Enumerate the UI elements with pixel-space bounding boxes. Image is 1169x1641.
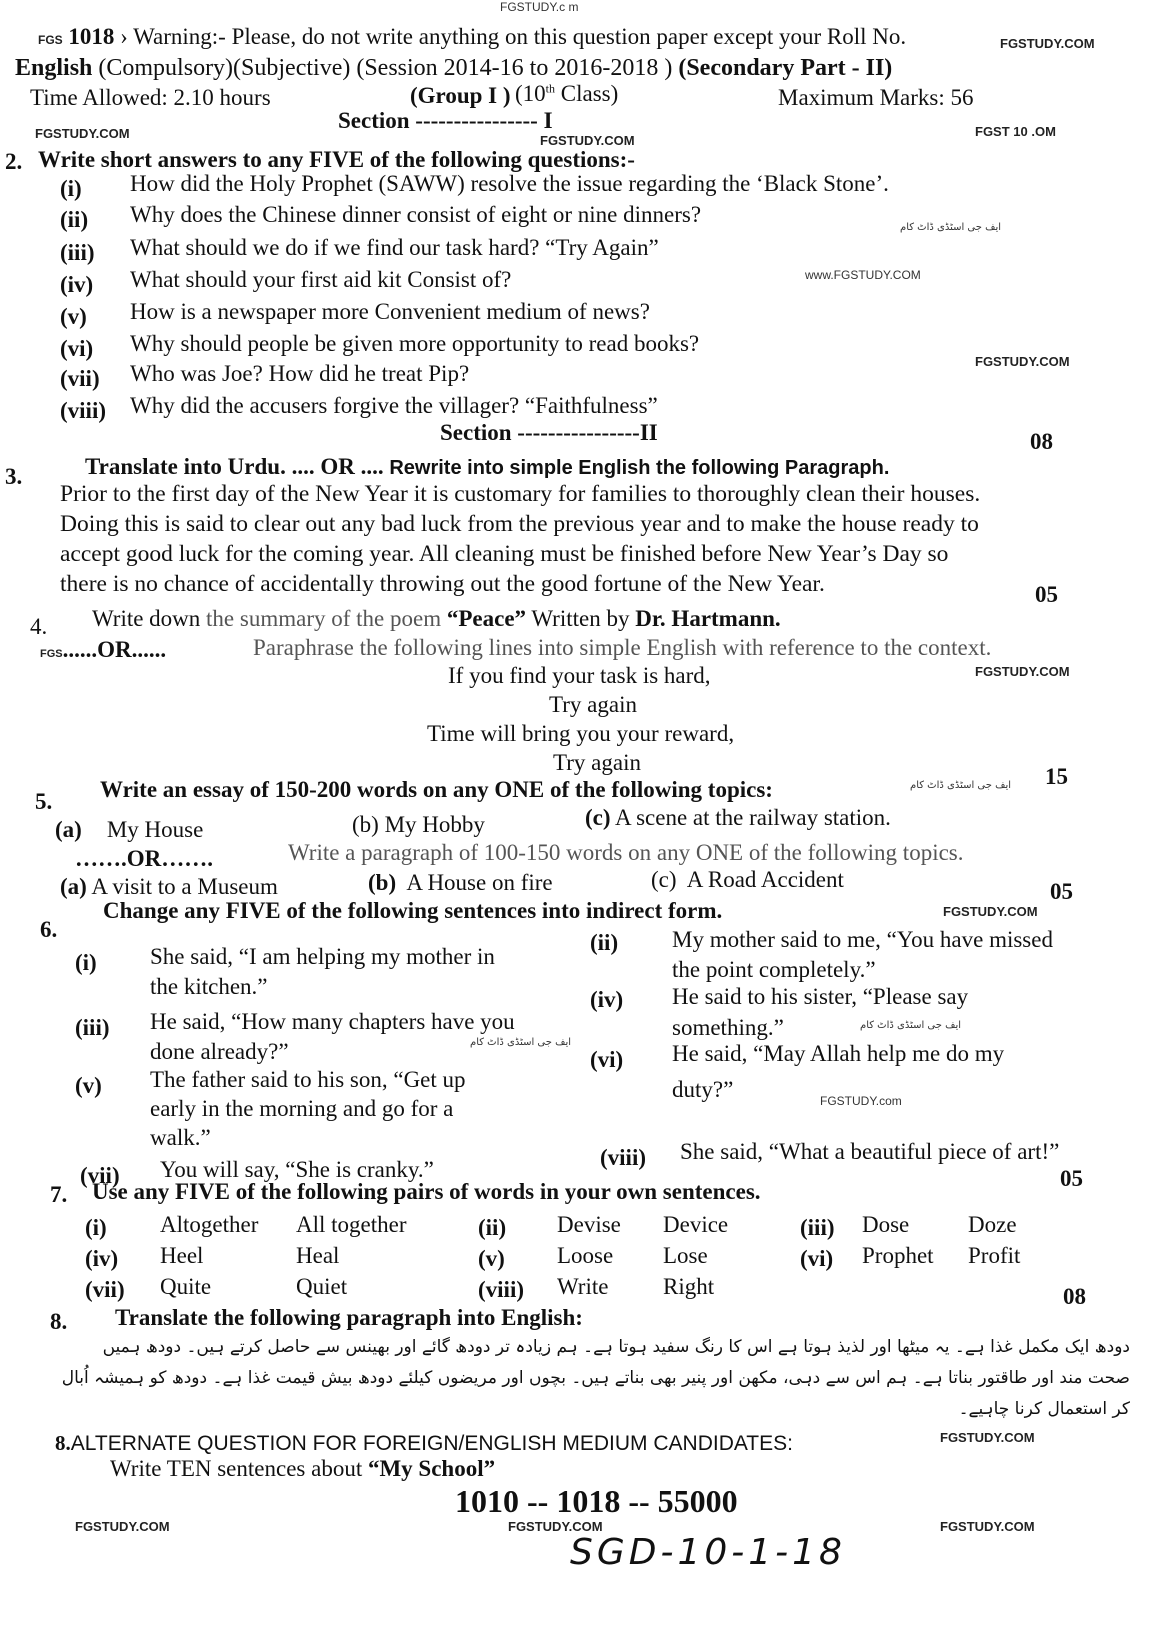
sentence-number: (iii) xyxy=(75,1015,110,1040)
q3-paragraph-line: Prior to the first day of the New Year it is customary for families to thoroughly clean their houses. xyxy=(60,481,981,507)
section-2-heading: Section ----------------II xyxy=(440,420,658,445)
q8-title: Translate the following paragraph into English: xyxy=(115,1305,583,1330)
warning-text: Please, do not write anything on this question paper except your Roll No. xyxy=(231,24,907,49)
poem-line: Time will bring you your reward, xyxy=(427,721,735,746)
sentence-text: something.” xyxy=(672,1015,784,1040)
question-number: (vii) xyxy=(60,366,100,391)
pair-number: (viii) xyxy=(478,1277,524,1302)
q5-title: Write an essay of 150-200 words on any ONE of the following topics: xyxy=(100,777,773,802)
poem-line: Try again xyxy=(553,750,641,775)
sentence-number: (viii) xyxy=(600,1145,646,1170)
word-a: Write xyxy=(557,1274,609,1299)
section-1-heading: Section ---------------- I xyxy=(338,108,553,133)
topic-text: My House xyxy=(106,817,204,842)
topic-text: My Hobby xyxy=(384,812,485,837)
question-text: Why did the accusers forgive the villager? “Faithfulness” xyxy=(130,393,658,418)
q3-title xyxy=(85,455,889,478)
sentence-number: (iv) xyxy=(590,987,624,1012)
q8-alternate xyxy=(55,1433,793,1454)
q8-alt-topic: “My School” xyxy=(367,1456,496,1481)
q8-alt-title: ALTERNATE QUESTION FOR FOREIGN/ENGLISH MEDIUM CANDIDATES: xyxy=(70,1432,793,1455)
topic-text: A scene at the railway station. xyxy=(615,805,891,830)
q6-marks-after: 05 xyxy=(1060,1166,1083,1191)
sentence-number: (ii) xyxy=(590,930,619,955)
max-marks: Maximum Marks: 56 xyxy=(778,85,974,110)
q5-para-topic xyxy=(651,868,844,891)
word-a: Devise xyxy=(557,1212,621,1237)
word-a: Altogether xyxy=(160,1212,259,1237)
pair-number: (i) xyxy=(85,1215,107,1240)
q6-number: 6. xyxy=(40,917,58,942)
part: (Secondary Part - II) xyxy=(678,55,893,81)
q5-marks: 15 xyxy=(1045,764,1068,789)
watermark: FGSTUDY.COM xyxy=(940,1430,1035,1445)
watermark-urdu: ایف جی اسٹڈی ڈاٹ کام xyxy=(470,1037,572,1048)
question-text: Why should people be given more opportunity to read books? xyxy=(130,331,700,356)
pair-number: (vii) xyxy=(85,1277,125,1302)
topic-text: A House on fire xyxy=(406,870,553,895)
sentence-number: (vi) xyxy=(590,1047,624,1072)
watermark: FGSTUDY.COM xyxy=(1000,36,1095,51)
q7-marks: 08 xyxy=(1063,1284,1086,1309)
q3-paragraph-line: accept good luck for the coming year. All cleaning must be finished before New Year’s Day so xyxy=(60,541,949,567)
topic-number: (b) xyxy=(352,812,379,837)
topic-number: (a) xyxy=(60,874,87,899)
handwritten-annotation: SGD-10-1-18 xyxy=(570,1532,846,1573)
q4-number: 4. xyxy=(30,614,48,639)
sentence-text: He said, “How many chapters have you xyxy=(150,1009,515,1034)
question-number: (ii) xyxy=(60,207,89,232)
q5-para-topic xyxy=(60,875,278,898)
question-text: What should your first aid kit Consist of? xyxy=(130,267,512,292)
word-b: Doze xyxy=(968,1212,1017,1237)
q7-number: 7. xyxy=(50,1182,68,1207)
q4-text-b: the summary of the poem xyxy=(206,606,447,631)
sentence-text: He said to his sister, “Please say xyxy=(672,984,969,1009)
question-text: How is a newspaper more Convenient medium of news? xyxy=(130,299,650,324)
sentence-text: walk.” xyxy=(150,1125,211,1150)
topic-number: (c) xyxy=(585,805,611,830)
watermark: www.FGSTUDY.COM xyxy=(805,268,921,282)
word-a: Quite xyxy=(160,1274,212,1299)
q5-or: …….OR……. xyxy=(75,846,213,871)
subject-detail: (Compulsory)(Subjective) (Session 2014-16 to 2016-2018 ) xyxy=(98,55,673,81)
topic-number: (b) xyxy=(368,870,397,895)
question-text: Who was Joe? How did he treat Pip? xyxy=(130,361,470,386)
warning-label: › Warning:- xyxy=(120,24,226,49)
sentence-text: done already?” xyxy=(150,1039,289,1064)
q4-marks: 05 xyxy=(1035,582,1058,607)
sentence-text: duty?” xyxy=(672,1077,734,1102)
group: (Group I ) xyxy=(410,83,511,108)
watermark: FGSTUDY.COM xyxy=(943,904,1038,919)
word-a: Dose xyxy=(862,1212,910,1237)
q3-paragraph-line: there is no chance of accidentally throwing out the good fortune of the New Year. xyxy=(60,571,825,597)
time-allowed: Time Allowed: 2.10 hours xyxy=(30,85,271,110)
topic-number: (c) xyxy=(651,867,677,892)
q6-marks: 05 xyxy=(1050,879,1073,904)
sentence-text: the point completely.” xyxy=(672,957,876,982)
sentence-number: (i) xyxy=(75,950,97,975)
watermark: FGST 10 .OM xyxy=(975,124,1056,139)
word-b: Device xyxy=(663,1212,729,1237)
q6-title: Change any FIVE of the following sentences into indirect form. xyxy=(103,898,723,923)
q4-paraphrase: Paraphrase the following lines into simple English with reference to the context. xyxy=(253,635,992,660)
sentence-number: (vii) xyxy=(80,1163,120,1188)
q4-text-c: Written by xyxy=(526,606,636,631)
question-number: (iv) xyxy=(60,272,94,297)
watermark: FGSTUDY.COM xyxy=(75,1519,170,1534)
watermark: FGSTUDY.COM xyxy=(975,664,1070,679)
q2-title: Write short answers to any FIVE of the following questions:- xyxy=(38,147,635,172)
watermark-urdu: ایف جی اسٹڈی ڈاٹ کام xyxy=(910,780,1012,791)
word-b: Lose xyxy=(663,1243,708,1268)
question-number: (viii) xyxy=(60,398,106,423)
q5-topic xyxy=(55,818,203,841)
watermark: FGSTUDY.c m xyxy=(500,0,579,14)
q4-author: Dr. Hartmann. xyxy=(635,606,781,631)
subject-line xyxy=(15,56,892,80)
sentence-text: My mother said to me, “You have missed xyxy=(672,927,1053,952)
sentence-number: (v) xyxy=(75,1073,102,1098)
watermark: FGSTUDY.COM xyxy=(35,126,130,141)
q7-title: Use any FIVE of the following pairs of words in your own sentences. xyxy=(92,1179,761,1204)
q4-or xyxy=(40,638,166,661)
watermark-urdu: ایف جی اسٹڈی ڈاٹ کام xyxy=(900,222,1002,233)
sentence-text: the kitchen.” xyxy=(150,974,268,999)
q8-number: 8. xyxy=(50,1309,68,1334)
q3-marks: 08 xyxy=(1030,429,1053,454)
q2-number: 2. xyxy=(5,149,23,174)
topic-number: (a) xyxy=(55,817,82,842)
watermark: FGSTUDY.COM xyxy=(975,354,1070,369)
question-number: (iii) xyxy=(60,240,95,265)
watermark-urdu: ایف جی اسٹڈی ڈاٹ کام xyxy=(860,1020,962,1031)
q4-text-a: Write down xyxy=(92,606,207,631)
q5-topic xyxy=(585,806,891,829)
word-a: Loose xyxy=(557,1243,614,1268)
q5-paragraph-title: Write a paragraph of 100-150 words on any ONE of the following topics. xyxy=(288,840,964,865)
topic-text: A Road Accident xyxy=(686,867,844,892)
watermark: FGS xyxy=(38,33,63,47)
footer-code: 1010 -- 1018 -- 55000 xyxy=(455,1483,738,1519)
class-sup: th xyxy=(545,81,556,96)
q8-alt-instruction xyxy=(110,1457,495,1480)
q3-title-a: Translate into Urdu. .... OR .... xyxy=(85,454,390,479)
q3-title-b: Rewrite into simple English the following Paragraph. xyxy=(389,457,890,479)
word-b: Quiet xyxy=(296,1274,348,1299)
sentence-text: He said, “May Allah help me do my xyxy=(672,1041,1005,1066)
pair-number: (vi) xyxy=(800,1246,834,1271)
paper-code: 1018 xyxy=(68,24,115,49)
q4-poem: “Peace” xyxy=(446,606,527,631)
q4-or-text: ......OR...... xyxy=(62,637,167,662)
word-b: Right xyxy=(663,1274,715,1299)
question-text: Why does the Chinese dinner consist of eight or nine dinners? xyxy=(130,202,702,227)
sentence-text: She said, “I am helping my mother in xyxy=(150,944,495,969)
question-text: How did the Holy Prophet (SAWW) resolve the issue regarding the ‘Black Stone’. xyxy=(130,171,889,196)
question-text: What should we do if we find our task hard? “Try Again” xyxy=(130,235,659,260)
poem-line: If you find your task is hard, xyxy=(448,663,711,688)
class xyxy=(515,82,618,105)
sentence-text: early in the morning and go for a xyxy=(150,1096,454,1121)
watermark: FGSTUDY.COM xyxy=(940,1519,1035,1534)
question-number: (vi) xyxy=(60,336,94,361)
question-number: (v) xyxy=(60,304,87,329)
watermark: FGS xyxy=(40,648,63,660)
pair-number: (ii) xyxy=(478,1215,507,1240)
sentence-text: You will say, “She is cranky.” xyxy=(160,1157,434,1182)
topic-text: A visit to a Museum xyxy=(91,874,278,899)
sentence-text: The father said to his son, “Get up xyxy=(150,1067,466,1092)
q8-alt-text: Write TEN sentences about xyxy=(110,1456,368,1481)
word-a: Prophet xyxy=(862,1243,934,1268)
q8-urdu-paragraph: دودھ ایک مکمل غذا ہے۔ یہ میٹھا اور لذیذ ہوتا ہے اس کا رنگ سفید ہوتا ہے۔ ہم زیادہ تر دودھ گائے اور بھینس سے حاصل کرتے ہیں۔ دودھ ہمیں صحت مند اور طاقتور بناتا ہے۔ ہم اس سے دہی، مکھن اور پنیر بھی بناتے ہیں۔ بچوں اور مریضوں کیلئے دودھ بیش قیمت غذا ہے۔ دودھ کو ہمیشہ اُبال کر استعمال کرنا چاہیے۔ xyxy=(61,1337,1130,1419)
q4-text xyxy=(92,607,781,630)
watermark: FGSTUDY.COM xyxy=(540,133,635,148)
class-rest: Class) xyxy=(555,81,619,106)
watermark: FGSTUDY.COM xyxy=(508,1519,603,1534)
poem-line: Try again xyxy=(549,692,637,717)
class-num: (10 xyxy=(515,81,546,106)
watermark: FGSTUDY.com xyxy=(820,1094,902,1108)
pair-number: (iii) xyxy=(800,1215,835,1240)
q3-paragraph-line: Doing this is said to clear out any bad luck from the previous year and to make the house ready to xyxy=(60,511,979,537)
pair-number: (v) xyxy=(478,1246,505,1271)
word-b: Profit xyxy=(968,1243,1021,1268)
q5-para-topic xyxy=(368,871,553,894)
pair-number: (iv) xyxy=(85,1246,119,1271)
question-number: (i) xyxy=(60,176,82,201)
sentence-text: She said, “What a beautiful piece of art!” xyxy=(680,1139,1060,1164)
word-b: Heal xyxy=(296,1243,340,1268)
word-a: Heel xyxy=(160,1243,204,1268)
q5-topic xyxy=(352,813,485,836)
word-b: All together xyxy=(296,1212,407,1237)
warning-line xyxy=(38,25,906,48)
subject: English xyxy=(15,55,93,81)
q3-number: 3. xyxy=(5,464,23,489)
q8-alt-number: 8. xyxy=(55,1431,71,1455)
q5-number: 5. xyxy=(35,789,53,814)
